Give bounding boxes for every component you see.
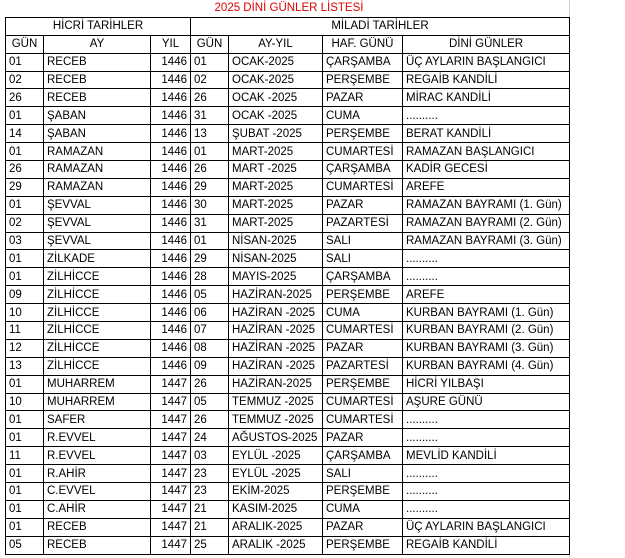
- hicri-month-cell: SAFER: [44, 411, 151, 429]
- religious-day-cell: RAMAZAN BAYRAMI (2. Gün): [403, 214, 570, 232]
- weekday-cell: SALI: [323, 465, 403, 483]
- month-year-cell: ARALIK-2025: [229, 518, 323, 536]
- month-year-cell: EKİM-2025: [229, 483, 323, 501]
- month-year-cell: AĞUSTOS-2025: [229, 429, 323, 447]
- weekday-cell: PAZAR: [323, 89, 403, 107]
- miladi-day-cell: 24: [191, 429, 229, 447]
- hicri-month-cell: R.EVVEL: [44, 447, 151, 465]
- month-year-cell: OCAK -2025: [229, 107, 323, 125]
- month-year-cell: HAZİRAN -2025: [229, 322, 323, 340]
- month-year-cell: MART -2025: [229, 161, 323, 179]
- weekday-cell: CUMA: [323, 304, 403, 322]
- table-row: [6, 465, 570, 483]
- religious-day-cell: AREFE: [403, 286, 570, 304]
- hicri-year-cell: 1447: [151, 483, 191, 501]
- religious-day-cell: ÜÇ AYLARIN BAŞLANGICI: [403, 53, 570, 71]
- religious-day-cell: MİRAC KANDİLİ: [403, 89, 570, 107]
- hicri-day-cell: 01: [6, 107, 44, 125]
- table-row: [6, 411, 570, 429]
- month-year-cell: MART-2025: [229, 178, 323, 196]
- hicri-year-cell: 1446: [151, 143, 191, 161]
- hicri-day-cell: 09: [6, 286, 44, 304]
- hicri-month-cell: RAMAZAN: [44, 143, 151, 161]
- weekday-cell: PERŞEMBE: [323, 536, 403, 554]
- month-year-cell: MART-2025: [229, 196, 323, 214]
- religious-day-cell: RAMAZAN BAYRAMI (1. Gün): [403, 196, 570, 214]
- hicri-month-cell: ZİLHİCCE: [44, 339, 151, 357]
- hicri-year-cell: 1446: [151, 214, 191, 232]
- miladi-day-cell: 03: [191, 447, 229, 465]
- hicri-month-cell: MUHARREM: [44, 375, 151, 393]
- table-row: [6, 286, 570, 304]
- month-year-cell: MAYIS-2025: [229, 268, 323, 286]
- month-year-cell: NİSAN-2025: [229, 232, 323, 250]
- hicri-month-cell: RECEB: [44, 71, 151, 89]
- hicri-year-cell: 1446: [151, 178, 191, 196]
- weekday-cell: CUMARTESİ: [323, 393, 403, 411]
- hicri-year-cell: 1446: [151, 53, 191, 71]
- table-row: [6, 447, 570, 465]
- weekday-cell: ÇARŞAMBA: [323, 268, 403, 286]
- religious-day-cell: RAMAZAN BAŞLANGICI: [403, 143, 570, 161]
- hicri-day-cell: 01: [6, 250, 44, 268]
- hicri-month-cell: ZİLHİCCE: [44, 304, 151, 322]
- hicri-year-cell: 1446: [151, 232, 191, 250]
- hicri-day-cell: 01: [6, 518, 44, 536]
- religious-day-cell: KURBAN BAYRAMI (4. Gün): [403, 357, 570, 375]
- weekday-cell: PAZAR: [323, 339, 403, 357]
- hicri-day-cell: 01: [6, 143, 44, 161]
- table-row: [6, 161, 570, 179]
- header-hicri-month: AY: [44, 35, 151, 53]
- table-row: [6, 250, 570, 268]
- miladi-day-cell: 21: [191, 500, 229, 518]
- miladi-day-cell: 02: [191, 71, 229, 89]
- table-row: [6, 53, 570, 71]
- hicri-day-cell: 01: [6, 411, 44, 429]
- miladi-day-cell: 06: [191, 304, 229, 322]
- religious-day-cell: RAMAZAN BAYRAMI (3. Gün): [403, 232, 570, 250]
- religious-days-table: [5, 0, 570, 555]
- miladi-day-cell: 26: [191, 411, 229, 429]
- hicri-year-cell: 1446: [151, 268, 191, 286]
- table-row: [6, 71, 570, 89]
- hicri-month-cell: ŞEVVAL: [44, 196, 151, 214]
- hicri-month-cell: RECEB: [44, 53, 151, 71]
- weekday-cell: PERŞEMBE: [323, 125, 403, 143]
- hicri-year-cell: 1447: [151, 500, 191, 518]
- month-year-cell: HAZİRAN-2025: [229, 286, 323, 304]
- hicri-day-cell: 29: [6, 178, 44, 196]
- hicri-year-cell: 1446: [151, 161, 191, 179]
- hicri-day-cell: 10: [6, 393, 44, 411]
- miladi-day-cell: 05: [191, 286, 229, 304]
- hicri-month-cell: RAMAZAN: [44, 178, 151, 196]
- religious-day-cell: ..........: [403, 411, 570, 429]
- weekday-cell: PAZAR: [323, 429, 403, 447]
- hicri-month-cell: ZİLKADE: [44, 250, 151, 268]
- month-year-cell: HAZİRAN -2025: [229, 339, 323, 357]
- table-row: [6, 483, 570, 501]
- month-year-cell: MART-2025: [229, 214, 323, 232]
- weekday-cell: PERŞEMBE: [323, 286, 403, 304]
- table-row: [6, 429, 570, 447]
- hicri-year-cell: 1446: [151, 322, 191, 340]
- hicri-year-cell: 1446: [151, 89, 191, 107]
- hicri-day-cell: 01: [6, 465, 44, 483]
- month-year-cell: OCAK-2025: [229, 71, 323, 89]
- table-row: [6, 143, 570, 161]
- miladi-day-cell: 28: [191, 268, 229, 286]
- table-row: [6, 268, 570, 286]
- header-month-year: AY-YIL: [229, 35, 323, 53]
- hicri-year-cell: 1446: [151, 71, 191, 89]
- header-religious-day: DİNİ GÜNLER: [403, 35, 570, 53]
- month-year-cell: EYLÜL -2025: [229, 447, 323, 465]
- miladi-day-cell: 13: [191, 125, 229, 143]
- hicri-day-cell: 01: [6, 500, 44, 518]
- weekday-cell: PERŞEMBE: [323, 375, 403, 393]
- hicri-group-header: HİCRİ TARİHLER: [6, 17, 191, 35]
- miladi-day-cell: 23: [191, 465, 229, 483]
- hicri-day-cell: 26: [6, 161, 44, 179]
- month-year-cell: ARALIK -2025: [229, 536, 323, 554]
- weekday-cell: PAZARTESİ: [323, 214, 403, 232]
- religious-day-cell: KURBAN BAYRAMI (1. Gün): [403, 304, 570, 322]
- table-row: [6, 375, 570, 393]
- religious-day-cell: KURBAN BAYRAMI (2. Gün): [403, 322, 570, 340]
- hicri-year-cell: 1446: [151, 250, 191, 268]
- weekday-cell: PERŞEMBE: [323, 71, 403, 89]
- hicri-day-cell: 01: [6, 429, 44, 447]
- hicri-day-cell: 01: [6, 53, 44, 71]
- hicri-year-cell: 1446: [151, 107, 191, 125]
- month-year-cell: TEMMUZ -2025: [229, 393, 323, 411]
- column-header-row: [6, 35, 570, 53]
- hicri-month-cell: RECEB: [44, 518, 151, 536]
- hicri-month-cell: ZİLHİCCE: [44, 322, 151, 340]
- month-year-cell: KASIM-2025: [229, 500, 323, 518]
- month-year-cell: MART-2025: [229, 143, 323, 161]
- miladi-day-cell: 23: [191, 483, 229, 501]
- table-row: [6, 232, 570, 250]
- religious-day-cell: ..........: [403, 483, 570, 501]
- table-row: [6, 393, 570, 411]
- miladi-day-cell: 30: [191, 196, 229, 214]
- weekday-cell: SALI: [323, 232, 403, 250]
- table-row: [6, 214, 570, 232]
- table-row: [6, 89, 570, 107]
- table-row: [6, 322, 570, 340]
- religious-day-cell: HİCRİ YILBAŞI: [403, 375, 570, 393]
- hicri-year-cell: 1446: [151, 339, 191, 357]
- hicri-month-cell: ŞEVVAL: [44, 214, 151, 232]
- hicri-day-cell: 11: [6, 322, 44, 340]
- hicri-month-cell: RECEB: [44, 89, 151, 107]
- weekday-cell: CUMARTESİ: [323, 322, 403, 340]
- miladi-day-cell: 09: [191, 357, 229, 375]
- hicri-day-cell: 02: [6, 71, 44, 89]
- title-row: [6, 0, 570, 17]
- miladi-day-cell: 21: [191, 518, 229, 536]
- miladi-day-cell: 26: [191, 89, 229, 107]
- header-weekday: HAF. GÜNÜ: [323, 35, 403, 53]
- hicri-year-cell: 1446: [151, 286, 191, 304]
- miladi-day-cell: 05: [191, 393, 229, 411]
- religious-day-cell: ..........: [403, 250, 570, 268]
- religious-day-cell: REGAİB KANDİLİ: [403, 71, 570, 89]
- weekday-cell: ÇARŞAMBA: [323, 447, 403, 465]
- religious-day-cell: KURBAN BAYRAMI (3. Gün): [403, 339, 570, 357]
- miladi-day-cell: 07: [191, 322, 229, 340]
- hicri-year-cell: 1447: [151, 429, 191, 447]
- miladi-group-header: MİLADİ TARİHLER: [191, 17, 570, 35]
- month-year-cell: HAZİRAN -2025: [229, 304, 323, 322]
- religious-day-cell: ..........: [403, 268, 570, 286]
- table-row: [6, 196, 570, 214]
- hicri-month-cell: R.AHİR: [44, 465, 151, 483]
- hicri-day-cell: 14: [6, 125, 44, 143]
- religious-day-cell: AREFE: [403, 178, 570, 196]
- hicri-day-cell: 13: [6, 357, 44, 375]
- hicri-month-cell: RAMAZAN: [44, 161, 151, 179]
- table-row: [6, 518, 570, 536]
- miladi-day-cell: 31: [191, 214, 229, 232]
- weekday-cell: ÇARŞAMBA: [323, 53, 403, 71]
- religious-day-cell: ..........: [403, 465, 570, 483]
- hicri-year-cell: 1447: [151, 518, 191, 536]
- hicri-year-cell: 1447: [151, 375, 191, 393]
- miladi-day-cell: 08: [191, 339, 229, 357]
- miladi-day-cell: 25: [191, 536, 229, 554]
- hicri-month-cell: C.EVVEL: [44, 483, 151, 501]
- month-year-cell: OCAK -2025: [229, 89, 323, 107]
- weekday-cell: PAZAR: [323, 196, 403, 214]
- hicri-month-cell: C.AHİR: [44, 500, 151, 518]
- weekday-cell: PAZARTESİ: [323, 357, 403, 375]
- month-year-cell: ŞUBAT -2025: [229, 125, 323, 143]
- hicri-month-cell: ŞABAN: [44, 107, 151, 125]
- religious-day-cell: AŞURE GÜNÜ: [403, 393, 570, 411]
- miladi-day-cell: 01: [191, 232, 229, 250]
- table-row: [6, 500, 570, 518]
- hicri-year-cell: 1447: [151, 447, 191, 465]
- weekday-cell: ÇARŞAMBA: [323, 161, 403, 179]
- hicri-day-cell: 11: [6, 447, 44, 465]
- hicri-day-cell: 01: [6, 268, 44, 286]
- miladi-day-cell: 31: [191, 107, 229, 125]
- hicri-year-cell: 1447: [151, 536, 191, 554]
- miladi-day-cell: 26: [191, 161, 229, 179]
- hicri-month-cell: MUHARREM: [44, 393, 151, 411]
- miladi-day-cell: 29: [191, 250, 229, 268]
- hicri-day-cell: 12: [6, 339, 44, 357]
- month-year-cell: HAZİRAN -2025: [229, 357, 323, 375]
- hicri-year-cell: 1446: [151, 357, 191, 375]
- hicri-year-cell: 1447: [151, 411, 191, 429]
- month-year-cell: TEMMUZ -2025: [229, 411, 323, 429]
- weekday-cell: CUMARTESİ: [323, 411, 403, 429]
- table-row: [6, 125, 570, 143]
- month-year-cell: NİSAN-2025: [229, 250, 323, 268]
- table-row: [6, 178, 570, 196]
- hicri-month-cell: ŞABAN: [44, 125, 151, 143]
- hicri-day-cell: 01: [6, 375, 44, 393]
- religious-day-cell: REGAİB KANDİLİ: [403, 536, 570, 554]
- hicri-day-cell: 03: [6, 232, 44, 250]
- hicri-day-cell: 26: [6, 89, 44, 107]
- weekday-cell: CUMARTESİ: [323, 178, 403, 196]
- miladi-day-cell: 01: [191, 143, 229, 161]
- header-hicri-year: YIL: [151, 35, 191, 53]
- hicri-day-cell: 01: [6, 483, 44, 501]
- hicri-month-cell: RECEB: [44, 536, 151, 554]
- religious-day-cell: KADİR GECESİ: [403, 161, 570, 179]
- hicri-month-cell: ZİLHİCCE: [44, 286, 151, 304]
- table-row: [6, 357, 570, 375]
- miladi-day-cell: 29: [191, 178, 229, 196]
- table-row: [6, 536, 570, 554]
- religious-day-cell: ..........: [403, 429, 570, 447]
- hicri-month-cell: ZİLHİCCE: [44, 357, 151, 375]
- header-miladi-day: GÜN: [191, 35, 229, 53]
- miladi-day-cell: 01: [191, 53, 229, 71]
- hicri-month-cell: R.EVVEL: [44, 429, 151, 447]
- hicri-day-cell: 02: [6, 214, 44, 232]
- month-year-cell: OCAK-2025: [229, 53, 323, 71]
- religious-day-cell: ÜÇ AYLARIN BAŞLANGICI: [403, 518, 570, 536]
- religious-day-cell: MEVLİD KANDİLİ: [403, 447, 570, 465]
- weekday-cell: SALI: [323, 250, 403, 268]
- hicri-year-cell: 1446: [151, 196, 191, 214]
- hicri-day-cell: 01: [6, 196, 44, 214]
- weekday-cell: PAZAR: [323, 518, 403, 536]
- page-title: 2025 DİNİ GÜNLER LİSTESİ: [6, 0, 570, 17]
- hicri-month-cell: ZİLHİCCE: [44, 268, 151, 286]
- hicri-day-cell: 10: [6, 304, 44, 322]
- table-row: [6, 304, 570, 322]
- religious-day-cell: BERAT KANDİLİ: [403, 125, 570, 143]
- religious-day-cell: ..........: [403, 107, 570, 125]
- group-header-row: [6, 17, 570, 35]
- hicri-year-cell: 1447: [151, 393, 191, 411]
- header-hicri-day: GÜN: [6, 35, 44, 53]
- miladi-day-cell: 26: [191, 375, 229, 393]
- hicri-day-cell: 05: [6, 536, 44, 554]
- table-row: [6, 339, 570, 357]
- weekday-cell: PERŞEMBE: [323, 483, 403, 501]
- weekday-cell: CUMA: [323, 500, 403, 518]
- table-row: [6, 107, 570, 125]
- hicri-year-cell: 1447: [151, 465, 191, 483]
- month-year-cell: EYLÜL -2025: [229, 465, 323, 483]
- hicri-month-cell: ŞEVVAL: [44, 232, 151, 250]
- religious-day-cell: ..........: [403, 500, 570, 518]
- hicri-year-cell: 1446: [151, 125, 191, 143]
- weekday-cell: CUMA: [323, 107, 403, 125]
- hicri-year-cell: 1446: [151, 304, 191, 322]
- month-year-cell: HAZİRAN-2025: [229, 375, 323, 393]
- weekday-cell: CUMARTESİ: [323, 143, 403, 161]
